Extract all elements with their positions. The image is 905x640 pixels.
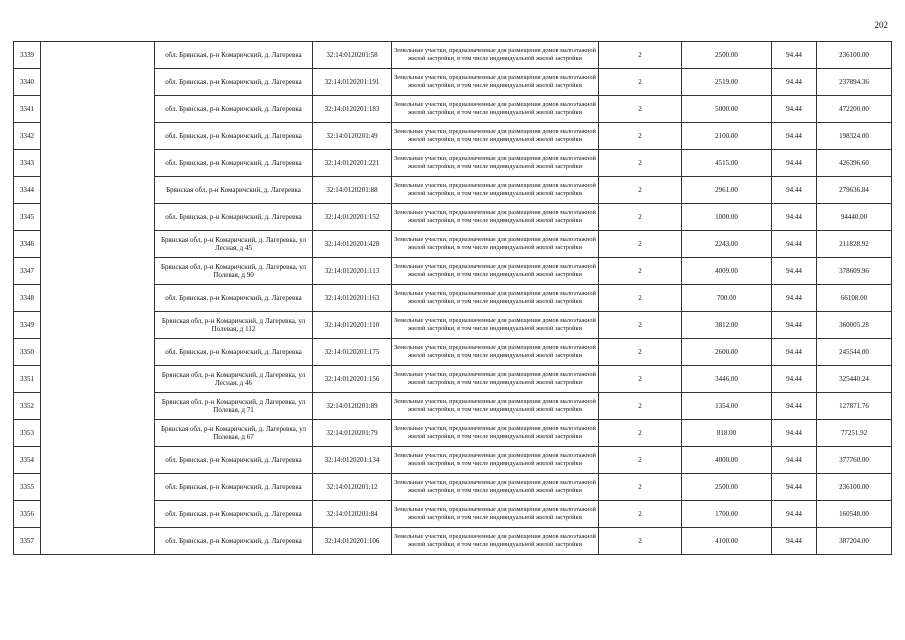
area-cell: 5000.00 bbox=[682, 96, 772, 123]
land-purpose-cell: Земельные участки, предназначенные для размещения домов малоэтажной жилой застройки, в том числе индивидуальной жилой застройки bbox=[392, 420, 599, 447]
address-cell: обл. Брянская, р-н Комаричский, д. Лагеревка bbox=[155, 150, 313, 177]
row-number-cell: 3355 bbox=[14, 474, 41, 501]
cadastral-number-cell: 32:14:0120201:152 bbox=[313, 204, 392, 231]
row-number-cell: 3340 bbox=[14, 69, 41, 96]
address-cell: обл. Брянская, р-н Комаричский, д. Лагеревка bbox=[155, 96, 313, 123]
address-cell: Брянская обл, р-н Комаричский, д. Лагеревка bbox=[155, 177, 313, 204]
group-cell: 2 bbox=[599, 501, 682, 528]
table-row bbox=[14, 366, 892, 393]
row-spacer-cell bbox=[41, 447, 155, 474]
address-cell: обл. Брянская, р-н Комаричский, д. Лагеревка bbox=[155, 69, 313, 96]
specific-value-cell: 94.44 bbox=[772, 150, 817, 177]
area-cell: 4100.00 bbox=[682, 528, 772, 555]
group-cell: 2 bbox=[599, 258, 682, 285]
land-purpose-cell: Земельные участки, предназначенные для размещения домов малоэтажной жилой застройки, в том числе индивидуальной жилой застройки bbox=[392, 366, 599, 393]
cadastral-number-cell: 32:14:0120201:106 bbox=[313, 528, 392, 555]
group-cell: 2 bbox=[599, 150, 682, 177]
table-row bbox=[14, 177, 892, 204]
row-spacer-cell bbox=[41, 393, 155, 420]
group-cell: 2 bbox=[599, 231, 682, 258]
table-row bbox=[14, 501, 892, 528]
table-row bbox=[14, 42, 892, 69]
specific-value-cell: 94.44 bbox=[772, 501, 817, 528]
specific-value-cell: 94.44 bbox=[772, 123, 817, 150]
row-spacer-cell bbox=[41, 42, 155, 69]
row-number-cell: 3339 bbox=[14, 42, 41, 69]
cadastral-number-cell: 32:14:0120201:191 bbox=[313, 69, 392, 96]
cadastral-value-cell: 127871.76 bbox=[817, 393, 892, 420]
cadastral-value-cell: 387204.00 bbox=[817, 528, 892, 555]
specific-value-cell: 94.44 bbox=[772, 69, 817, 96]
cadastral-value-cell: 279636.84 bbox=[817, 177, 892, 204]
row-spacer-cell bbox=[41, 339, 155, 366]
land-purpose-cell: Земельные участки, предназначенные для размещения домов малоэтажной жилой застройки, в том числе индивидуальной жилой застройки bbox=[392, 312, 599, 339]
cadastral-value-cell: 198324.00 bbox=[817, 123, 892, 150]
table-row bbox=[14, 150, 892, 177]
address-cell: Брянская обл, р-н Комаричский, д Лагеревка, ул Лесная, д 46 bbox=[155, 366, 313, 393]
address-cell: Брянская обл, р-н Комаричский, д. Лагеревка, ул Полевая, д 67 bbox=[155, 420, 313, 447]
land-purpose-cell: Земельные участки, предназначенные для размещения домов малоэтажной жилой застройки, в том числе индивидуальной жилой застройки bbox=[392, 150, 599, 177]
row-number-cell: 3343 bbox=[14, 150, 41, 177]
table-row bbox=[14, 528, 892, 555]
address-cell: обл. Брянская, р-н Комаричский, д. Лагеревка bbox=[155, 339, 313, 366]
cadastral-value-cell: 237894.36 bbox=[817, 69, 892, 96]
row-spacer-cell bbox=[41, 285, 155, 312]
cadastral-value-cell: 236100.00 bbox=[817, 42, 892, 69]
group-cell: 2 bbox=[599, 474, 682, 501]
row-number-cell: 3341 bbox=[14, 96, 41, 123]
cadastral-number-cell: 32:14:0120201:156 bbox=[313, 366, 392, 393]
row-spacer-cell bbox=[41, 96, 155, 123]
area-cell: 4009.00 bbox=[682, 258, 772, 285]
row-number-cell: 3344 bbox=[14, 177, 41, 204]
area-cell: 1000.00 bbox=[682, 204, 772, 231]
cadastral-number-cell: 32:14:0120201:84 bbox=[313, 501, 392, 528]
table-row bbox=[14, 393, 892, 420]
land-purpose-cell: Земельные участки, предназначенные для размещения домов малоэтажной жилой застройки, в том числе индивидуальной жилой застройки bbox=[392, 96, 599, 123]
address-cell: Брянская обл, р-н Комаричский, д. Лагеревка, ул Лесная, д 45 bbox=[155, 231, 313, 258]
table-row bbox=[14, 447, 892, 474]
row-number-cell: 3354 bbox=[14, 447, 41, 474]
row-spacer-cell bbox=[41, 474, 155, 501]
cadastral-number-cell: 32:14:0120201:428 bbox=[313, 231, 392, 258]
cadastral-number-cell: 32:14:0120201:110 bbox=[313, 312, 392, 339]
area-cell: 2961.00 bbox=[682, 177, 772, 204]
specific-value-cell: 94.44 bbox=[772, 474, 817, 501]
row-number-cell: 3348 bbox=[14, 285, 41, 312]
group-cell: 2 bbox=[599, 393, 682, 420]
row-number-cell: 3346 bbox=[14, 231, 41, 258]
specific-value-cell: 94.44 bbox=[772, 366, 817, 393]
specific-value-cell: 94.44 bbox=[772, 204, 817, 231]
cadastral-value-cell: 211828.92 bbox=[817, 231, 892, 258]
area-cell: 4515.00 bbox=[682, 150, 772, 177]
row-number-cell: 3347 bbox=[14, 258, 41, 285]
row-spacer-cell bbox=[41, 312, 155, 339]
specific-value-cell: 94.44 bbox=[772, 96, 817, 123]
land-purpose-cell: Земельные участки, предназначенные для размещения домов малоэтажной жилой застройки, в том числе индивидуальной жилой застройки bbox=[392, 231, 599, 258]
cadastral-value-cell: 77251.92 bbox=[817, 420, 892, 447]
specific-value-cell: 94.44 bbox=[772, 285, 817, 312]
cadastral-value-cell: 472200.00 bbox=[817, 96, 892, 123]
group-cell: 2 bbox=[599, 366, 682, 393]
group-cell: 2 bbox=[599, 420, 682, 447]
cadastral-value-cell: 426396.60 bbox=[817, 150, 892, 177]
table-row bbox=[14, 69, 892, 96]
cadastral-number-cell: 32:14:0120201:175 bbox=[313, 339, 392, 366]
land-purpose-cell: Земельные участки, предназначенные для размещения домов малоэтажной жилой застройки, в том числе индивидуальной жилой застройки bbox=[392, 474, 599, 501]
land-purpose-cell: Земельные участки, предназначенные для размещения домов малоэтажной жилой застройки, в том числе индивидуальной жилой застройки bbox=[392, 501, 599, 528]
row-spacer-cell bbox=[41, 69, 155, 96]
cadastral-number-cell: 32:14:0120201:221 bbox=[313, 150, 392, 177]
land-purpose-cell: Земельные участки, предназначенные для размещения домов малоэтажной жилой застройки, в том числе индивидуальной жилой застройки bbox=[392, 285, 599, 312]
specific-value-cell: 94.44 bbox=[772, 447, 817, 474]
cadastral-number-cell: 32:14:0120201:12 bbox=[313, 474, 392, 501]
cadastral-value-cell: 378609.96 bbox=[817, 258, 892, 285]
area-cell: 2500.00 bbox=[682, 474, 772, 501]
area-cell: 1700.00 bbox=[682, 501, 772, 528]
address-cell: обл. Брянская, р-н Комаричский, д. Лагеревка bbox=[155, 528, 313, 555]
row-number-cell: 3350 bbox=[14, 339, 41, 366]
cadastral-number-cell: 32:14:0120201:113 bbox=[313, 258, 392, 285]
specific-value-cell: 94.44 bbox=[772, 393, 817, 420]
cadastral-number-cell: 32:14:0120201:79 bbox=[313, 420, 392, 447]
row-number-cell: 3357 bbox=[14, 528, 41, 555]
area-cell: 3812.00 bbox=[682, 312, 772, 339]
row-spacer-cell bbox=[41, 177, 155, 204]
land-purpose-cell: Земельные участки, предназначенные для размещения домов малоэтажной жилой застройки, в том числе индивидуальной жилой застройки bbox=[392, 204, 599, 231]
area-cell: 2100.00 bbox=[682, 123, 772, 150]
table-row bbox=[14, 312, 892, 339]
row-spacer-cell bbox=[41, 420, 155, 447]
table-row bbox=[14, 285, 892, 312]
cadastral-number-cell: 32:14:0120201:89 bbox=[313, 393, 392, 420]
area-cell: 818.00 bbox=[682, 420, 772, 447]
group-cell: 2 bbox=[599, 528, 682, 555]
land-purpose-cell: Земельные участки, предназначенные для размещения домов малоэтажной жилой застройки, в том числе индивидуальной жилой застройки bbox=[392, 393, 599, 420]
area-cell: 2500.00 bbox=[682, 42, 772, 69]
row-number-cell: 3351 bbox=[14, 366, 41, 393]
specific-value-cell: 94.44 bbox=[772, 177, 817, 204]
group-cell: 2 bbox=[599, 177, 682, 204]
address-cell: обл. Брянская, р-н Комаричский, д. Лагеревка bbox=[155, 474, 313, 501]
cadastral-number-cell: 32:14:0120201:183 bbox=[313, 96, 392, 123]
land-purpose-cell: Земельные участки, предназначенные для размещения домов малоэтажной жилой застройки, в том числе индивидуальной жилой застройки bbox=[392, 447, 599, 474]
cadastral-number-cell: 32:14:0120201:49 bbox=[313, 123, 392, 150]
row-spacer-cell bbox=[41, 231, 155, 258]
row-spacer-cell bbox=[41, 366, 155, 393]
specific-value-cell: 94.44 bbox=[772, 339, 817, 366]
row-number-cell: 3342 bbox=[14, 123, 41, 150]
row-number-cell: 3349 bbox=[14, 312, 41, 339]
address-cell: обл. Брянская, р-н Комаричский, д. Лагеревка bbox=[155, 447, 313, 474]
table-body bbox=[14, 42, 892, 555]
address-cell: обл. Брянская, р-н Комаричский, д. Лагеревка bbox=[155, 204, 313, 231]
address-cell: Брянская обл, р-н Комаричский, д. Лагеревка, ул Полевая, д 90 bbox=[155, 258, 313, 285]
group-cell: 2 bbox=[599, 447, 682, 474]
address-cell: Брянская обл, р-н Комаричский, д Лагеревка, ул Полевая, д 71 bbox=[155, 393, 313, 420]
cadastral-value-table bbox=[13, 41, 892, 555]
cadastral-value-cell: 325440.24 bbox=[817, 366, 892, 393]
cadastral-value-cell: 160548.00 bbox=[817, 501, 892, 528]
address-cell: обл. Брянская, р-н Комаричский, д. Лагеревка bbox=[155, 123, 313, 150]
specific-value-cell: 94.44 bbox=[772, 420, 817, 447]
group-cell: 2 bbox=[599, 123, 682, 150]
group-cell: 2 bbox=[599, 285, 682, 312]
cadastral-value-cell: 236100.00 bbox=[817, 474, 892, 501]
cadastral-value-cell: 360005.28 bbox=[817, 312, 892, 339]
table-row bbox=[14, 474, 892, 501]
land-purpose-cell: Земельные участки, предназначенные для размещения домов малоэтажной жилой застройки, в том числе индивидуальной жилой застройки bbox=[392, 177, 599, 204]
area-cell: 1354.00 bbox=[682, 393, 772, 420]
area-cell: 2243.00 bbox=[682, 231, 772, 258]
address-cell: обл. Брянская, р-н Комаричский, д. Лагеревка bbox=[155, 501, 313, 528]
area-cell: 2600.00 bbox=[682, 339, 772, 366]
address-cell: обл. Брянская, р-н Комаричский, д. Лагеревка bbox=[155, 285, 313, 312]
row-spacer-cell bbox=[41, 123, 155, 150]
land-purpose-cell: Земельные участки, предназначенные для размещения домов малоэтажной жилой застройки, в том числе индивидуальной жилой застройки bbox=[392, 69, 599, 96]
table-row bbox=[14, 231, 892, 258]
page-number: 202 bbox=[874, 20, 888, 30]
specific-value-cell: 94.44 bbox=[772, 231, 817, 258]
group-cell: 2 bbox=[599, 312, 682, 339]
cadastral-number-cell: 32:14:0120201:134 bbox=[313, 447, 392, 474]
area-cell: 700.00 bbox=[682, 285, 772, 312]
land-purpose-cell: Земельные участки, предназначенные для размещения домов малоэтажной жилой застройки, в том числе индивидуальной жилой застройки bbox=[392, 258, 599, 285]
row-spacer-cell bbox=[41, 258, 155, 285]
row-spacer-cell bbox=[41, 204, 155, 231]
specific-value-cell: 94.44 bbox=[772, 42, 817, 69]
group-cell: 2 bbox=[599, 204, 682, 231]
row-number-cell: 3352 bbox=[14, 393, 41, 420]
table-row bbox=[14, 258, 892, 285]
cadastral-number-cell: 32:14:0120201:58 bbox=[313, 42, 392, 69]
table-row bbox=[14, 123, 892, 150]
specific-value-cell: 94.44 bbox=[772, 528, 817, 555]
group-cell: 2 bbox=[599, 339, 682, 366]
land-purpose-cell: Земельные участки, предназначенные для размещения домов малоэтажной жилой застройки, в том числе индивидуальной жилой застройки bbox=[392, 339, 599, 366]
cadastral-value-cell: 377760.00 bbox=[817, 447, 892, 474]
land-purpose-cell: Земельные участки, предназначенные для размещения домов малоэтажной жилой застройки, в том числе индивидуальной жилой застройки bbox=[392, 528, 599, 555]
group-cell: 2 bbox=[599, 96, 682, 123]
land-purpose-cell: Земельные участки, предназначенные для размещения домов малоэтажной жилой застройки, в том числе индивидуальной жилой застройки bbox=[392, 42, 599, 69]
table-row bbox=[14, 420, 892, 447]
cadastral-value-cell: 66108.00 bbox=[817, 285, 892, 312]
cadastral-number-cell: 32:14:0120201:88 bbox=[313, 177, 392, 204]
cadastral-value-cell: 94440.00 bbox=[817, 204, 892, 231]
table-row bbox=[14, 96, 892, 123]
specific-value-cell: 94.44 bbox=[772, 258, 817, 285]
specific-value-cell: 94.44 bbox=[772, 312, 817, 339]
table-row bbox=[14, 204, 892, 231]
address-cell: обл. Брянская, р-н Комаричский, д. Лагеревка bbox=[155, 42, 313, 69]
land-purpose-cell: Земельные участки, предназначенные для размещения домов малоэтажной жилой застройки, в том числе индивидуальной жилой застройки bbox=[392, 123, 599, 150]
row-spacer-cell bbox=[41, 150, 155, 177]
address-cell: Брянская обл, р-н Комаричский, д Лагеревка, ул Полевая, д 112 bbox=[155, 312, 313, 339]
table-row bbox=[14, 339, 892, 366]
row-number-cell: 3356 bbox=[14, 501, 41, 528]
row-spacer-cell bbox=[41, 501, 155, 528]
row-number-cell: 3345 bbox=[14, 204, 41, 231]
cadastral-number-cell: 32:14:0120201:163 bbox=[313, 285, 392, 312]
area-cell: 3446.00 bbox=[682, 366, 772, 393]
row-spacer-cell bbox=[41, 528, 155, 555]
area-cell: 4000.00 bbox=[682, 447, 772, 474]
area-cell: 2519.00 bbox=[682, 69, 772, 96]
cadastral-value-cell: 245544.00 bbox=[817, 339, 892, 366]
row-number-cell: 3353 bbox=[14, 420, 41, 447]
group-cell: 2 bbox=[599, 69, 682, 96]
group-cell: 2 bbox=[599, 42, 682, 69]
